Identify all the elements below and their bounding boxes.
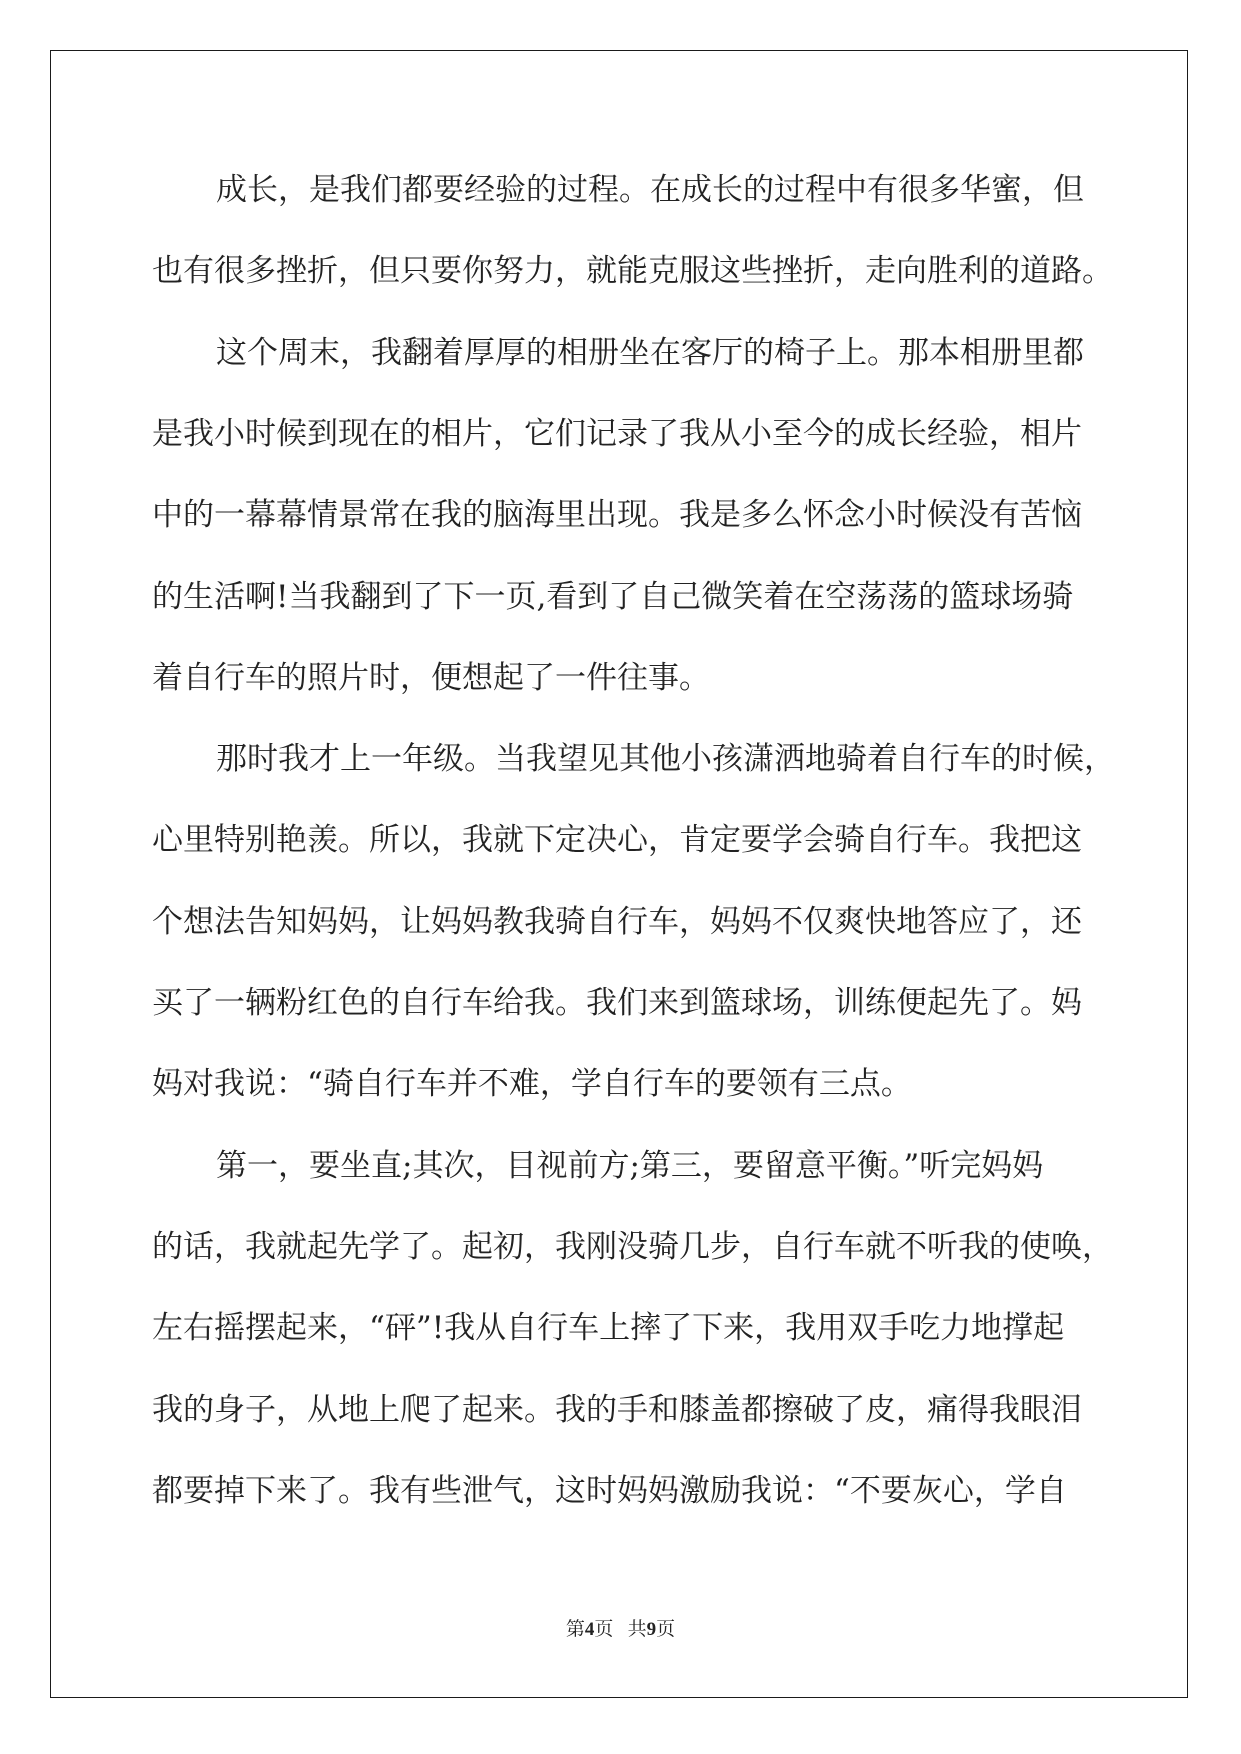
text-line: 我的身子，从地上爬了起来。我的手和膝盖都擦破了皮，痛得我眼泪 bbox=[152, 1392, 1082, 1428]
text-line: 都要掉下来了。我有些泄气，这时妈妈激励我说：“不要灰心，学自 bbox=[152, 1473, 1067, 1509]
text-line: 个想法告知妈妈，让妈妈教我骑自行车，妈妈不仅爽快地答应了，还 bbox=[152, 904, 1082, 940]
page-number: 4 bbox=[584, 1619, 595, 1640]
text-line: 中的一幕幕情景常在我的脑海里出现。我是多么怀念小时候没有苦恼 bbox=[152, 497, 1082, 533]
text-line: 妈对我说：“骑自行车并不难，学自行车的要领有三点。 bbox=[152, 1066, 912, 1102]
text-line: 是我小时候到现在的相片，它们记录了我从小至今的成长经验，相片 bbox=[152, 416, 1082, 452]
text-line: 也有很多挫折，但只要你努力，就能克服这些挫折，走向胜利的道路。 bbox=[152, 253, 1113, 289]
text-line: 那时我才上一年级。当我望见其他小孩潇洒地骑着自行车的时候， bbox=[216, 741, 1115, 777]
text-line: 着自行车的照片时，便想起了一件往事。 bbox=[152, 660, 710, 696]
text-line: 的生活啊!当我翻到了下一页,看到了自己微笑着在空荡荡的篮球场骑 bbox=[152, 579, 1074, 615]
footer-total-prefix: 共 bbox=[627, 1619, 647, 1640]
text-line: 买了一辆粉红色的自行车给我。我们来到篮球场，训练便起先了。妈 bbox=[152, 985, 1082, 1021]
page-footer bbox=[0, 1614, 1241, 1641]
text-line: 成长，是我们都要经验的过程。在成长的过程中有很多华蜜，但 bbox=[216, 172, 1084, 208]
text-line: 第一，要坐直;其次，目视前方;第三，要留意平衡。”听完妈妈 bbox=[216, 1148, 1044, 1184]
footer-page-suffix: 页 bbox=[594, 1619, 614, 1640]
footer-prefix: 第 bbox=[565, 1619, 585, 1640]
text-line: 左右摇摆起来，“砰”!我从自行车上摔了下来，我用双手吃力地撑起 bbox=[152, 1310, 1065, 1346]
text-line: 的话，我就起先学了。起初，我刚没骑几步，自行车就不听我的使唤， bbox=[152, 1229, 1113, 1265]
footer-total-suffix: 页 bbox=[656, 1619, 676, 1640]
total-pages: 9 bbox=[646, 1619, 657, 1640]
text-line: 这个周末，我翻着厚厚的相册坐在客厅的椅子上。那本相册里都 bbox=[216, 335, 1084, 371]
text-line: 心里特别艳羡。所以，我就下定决心，肯定要学会骑自行车。我把这 bbox=[152, 822, 1082, 858]
